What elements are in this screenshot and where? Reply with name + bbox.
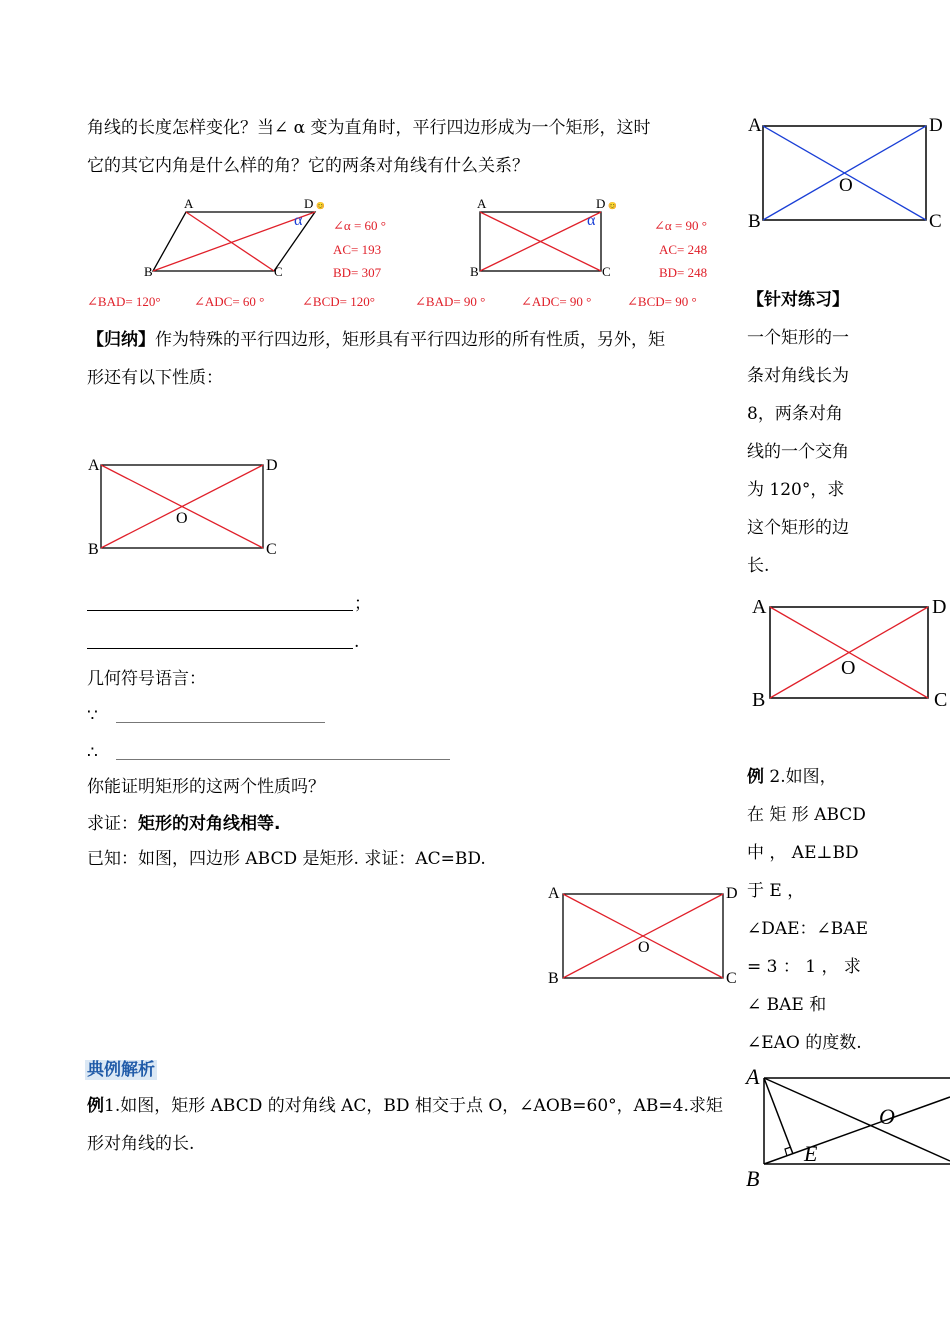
example1-text: 1.如图，矩形 ABCD 的对角线 AC，BD 相交于点 O，∠AOB=60°，AB=4.求矩 (104, 1096, 723, 1116)
label-o: O (638, 939, 650, 956)
example2-line: ∠DAE：∠BAE (747, 919, 868, 939)
example1-line-2: 形对角线的长. (87, 1134, 195, 1154)
angle-value: ∠BCD= 90 ° (627, 294, 697, 309)
label-a: A (746, 1064, 760, 1089)
label-a: A (748, 115, 762, 136)
label-c: C (934, 689, 948, 711)
given-line: 已知：如图，四边形 ABCD 是矩形. 求证：AC=BD. (87, 849, 486, 869)
therefore-blank[interactable] (116, 747, 450, 760)
example2-line-1 (747, 767, 837, 787)
example2-text: 2.如图， (769, 767, 837, 787)
label-o: O (879, 1104, 895, 1129)
practice-line: 长. (747, 556, 770, 576)
figure-rectangle-measure (468, 194, 648, 284)
label-a: A (477, 196, 487, 211)
example2-line: = 3 ： 1 ， 求 (747, 957, 861, 977)
because-blank[interactable] (116, 710, 325, 723)
figure-rectangle-left (86, 452, 286, 562)
example1-line-1 (87, 1096, 723, 1116)
blank-end-1: ； (354, 594, 371, 614)
label-c: C (602, 264, 611, 279)
para-alpha-value: ∠α = 60 ° (333, 218, 386, 233)
intro-line-1: 角线的长度怎样变化？当∠ α 变为直角时，平行四边形成为一个矩形，这时 (87, 118, 651, 138)
angle-value: ∠BAD= 90 ° (415, 294, 486, 309)
angle-value: ∠BCD= 120° (302, 294, 375, 309)
figure-rectangle-mid (546, 880, 746, 990)
prove-label: 求证： (87, 814, 138, 834)
magenta-tag: 😊 (316, 202, 325, 210)
prove-statement: 矩形的对角线相等. (138, 814, 281, 834)
label-d: D (266, 457, 278, 474)
label-o: O (839, 175, 853, 196)
label-o: O (841, 657, 856, 679)
answer-blank-1[interactable] (87, 596, 353, 611)
practice-line: 这个矩形的边 (747, 518, 849, 538)
because-symbol: ∵ (87, 706, 98, 726)
label-a: A (752, 596, 767, 618)
label-d: D (929, 115, 943, 136)
label-a: A (88, 457, 100, 474)
example2-line: 于 E ， (747, 881, 805, 901)
summary-label: 【归纳】 (87, 330, 155, 350)
label-b: B (548, 970, 559, 987)
label-a: A (548, 885, 560, 902)
practice-line: 为 120°，求 (747, 480, 845, 500)
prove-line (87, 814, 280, 834)
summary-line-2: 形还有以下性质： (87, 368, 223, 388)
summary-line-1 (87, 330, 665, 350)
label-b: B (144, 264, 153, 279)
para-ac-value: AC= 193 (333, 242, 382, 257)
intro-line-2: 它的其它内角是什么样的角？它的两条对角线有什么关系？ (87, 156, 529, 176)
magenta-tag: 😊 (608, 202, 617, 210)
label-alpha: α (587, 212, 596, 229)
example2-line: 在 矩 形 ABCD (747, 805, 866, 825)
rect-ac-value: AC= 248 (659, 242, 708, 257)
practice-line: 8，两条对角 (747, 404, 843, 424)
practice-line: 一个矩形的一 (747, 328, 849, 348)
label-c: C (929, 211, 942, 232)
label-b: B (746, 1166, 760, 1191)
label-a: A (184, 196, 194, 211)
label-b: B (88, 541, 99, 558)
label-b: B (470, 264, 479, 279)
therefore-symbol: ∴ (87, 743, 98, 763)
label-d: D (932, 596, 947, 618)
example1-label: 例 (87, 1096, 104, 1116)
angle-value: ∠ADC= 90 ° (521, 294, 592, 309)
label-alpha: α (294, 212, 303, 229)
blank-end-2: . (354, 632, 360, 652)
figure-example2 (744, 1062, 950, 1192)
example2-line: ∠ BAE 和 (747, 995, 827, 1015)
practice-line: 线的一个交角 (747, 442, 849, 462)
label-d: D (596, 196, 606, 211)
angle-value: ∠BAD= 120° (87, 294, 161, 309)
rect-bd-value: BD= 248 (659, 265, 708, 280)
figure-rectangle-top-right (746, 112, 946, 232)
angle-value: ∠ADC= 60 ° (194, 294, 265, 309)
example2-line: ∠EAO 的度数. (747, 1033, 862, 1053)
label-e: E (804, 1141, 818, 1166)
label-b: B (752, 689, 766, 711)
label-c: C (266, 541, 277, 558)
prove-question: 你能证明矩形的这两个性质吗？ (87, 777, 325, 797)
label-o: O (176, 510, 188, 527)
label-d: D (726, 885, 738, 902)
practice-title: 【针对练习】 (747, 290, 849, 310)
answer-blank-2[interactable] (87, 634, 353, 649)
section-title: 典例解析 (87, 1060, 155, 1080)
example2-line: 中 ， AE⊥BD (747, 843, 859, 863)
label-b: B (748, 211, 761, 232)
example2-label: 例 (747, 767, 764, 787)
rect-alpha-value: ∠α = 90 ° (654, 218, 707, 233)
symbolic-title: 几何符号语言： (87, 669, 206, 689)
figure-rectangle-practice (750, 592, 950, 712)
label-c: C (274, 264, 283, 279)
practice-line: 条对角线长为 (747, 366, 849, 386)
label-d: D (304, 196, 314, 211)
para-bd-value: BD= 307 (333, 265, 382, 280)
label-c: C (726, 970, 737, 987)
summary-text-1: 作为特殊的平行四边形，矩形具有平行四边形的所有性质，另外，矩 (155, 330, 665, 350)
